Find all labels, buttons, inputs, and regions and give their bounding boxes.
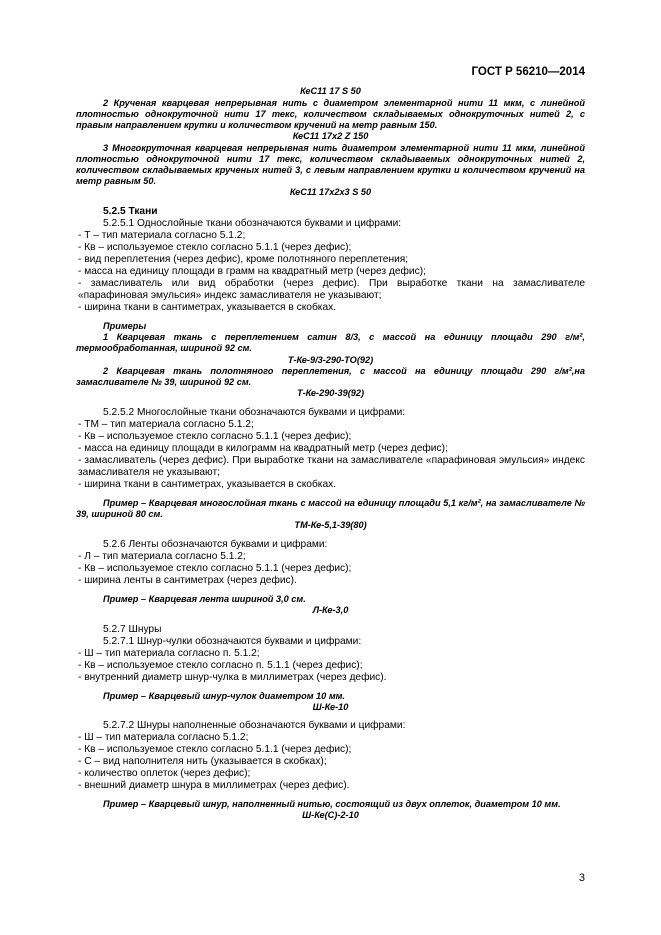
example-heading: Пример – Кварцевый шнур, наполненный нитью, состоящий из двух оплеток, диаметром 10 мм. — [103, 799, 561, 810]
list-item: - ширина ленты в сантиметрах (через дефис). — [78, 574, 297, 586]
designation-code: ТМ-Ке-5,1-39(80) — [294, 520, 367, 531]
list-item: - количество оплеток (через дефис); — [78, 768, 251, 780]
designation-code: Ш-Ке(С)-2-10 — [302, 810, 359, 821]
spacer — [76, 792, 585, 799]
list-item: - замасливатель (через дефис). При выработке ткани на замасливателе «парафиновая эмульсия» индекс замасливателя не указывают; — [78, 454, 585, 478]
list-item: - ширина ткани в сантиметрах, указывается в скобках. — [78, 478, 337, 490]
page-number: 3 — [578, 872, 585, 884]
spacer — [76, 587, 585, 594]
section-heading: 5.2.5 Ткани — [103, 205, 158, 217]
spacer — [76, 314, 585, 321]
example-text: 3 Многокруточная кварцевая непрерывная нить диаметром элементарной нити 11 мкм, линейной плотностью однокруточной нити 17 текс, количеством складываемых однокруточных нитей 2, количеством складываемых крученых нитей 3, с левым направлением крутки и количеством кручений на метр равным 50. — [76, 142, 585, 187]
list-item: - ширина ткани в сантиметрах, указывается в скобках. — [78, 301, 337, 313]
example-text: 1 Кварцевая ткань с переплетением сатин 8/3, с массой на единицу площади 290 г/м², термообработанная, шириной 92 см. — [76, 332, 585, 354]
list-item: - внешний диаметр шнура в миллиметрах (через дефис). — [78, 780, 350, 792]
example-text: 2 Крученая кварцевая непрерывная нить с диаметром элементарной нити 11 мкм, с линейной плотностью однокруточной нити 17 текс, количеством складываемых однокруточных нитей 2, с правым направлением крутки и количеством кручений на метр равным 150. — [76, 97, 585, 130]
designation-code: Л-Ке-3,0 — [312, 605, 349, 616]
list-item: - С – вид наполнителя нить (указывается в скобках); — [78, 756, 327, 768]
list-item: - масса на единицу площади в килограмм на квадратный метр (через дефис); — [78, 442, 448, 454]
paragraph: 5.2.5.1 Однослойные ткани обозначаются буквами и цифрами: — [103, 217, 402, 229]
list-item: - Кв – используемое стекло согласно п. 5.1.1 (через дефис); — [78, 659, 363, 671]
list-item: - Ш – тип материала согласно п. 5.1.2; — [78, 647, 260, 659]
standard-header: ГОСТ Р 56210—2014 — [471, 66, 585, 78]
list-item: - Л – тип материала согласно 5.1.2; — [78, 550, 246, 562]
designation-code: Ш-Ке-10 — [312, 701, 349, 712]
paragraph: 5.2.6 Ленты обозначаются буквами и цифрами: — [103, 538, 328, 550]
designation-code: КеС11 17 S 50 — [300, 86, 361, 96]
list-item: - вид переплетения (через дефис), кроме полотняного переплетения; — [78, 253, 409, 265]
paragraph: 5.2.7.2 Шнуры наполненные обозначаются буквами и цифрами: — [103, 720, 406, 732]
spacer — [76, 532, 585, 539]
designation-code: Т-Ке-290-39(92) — [296, 388, 365, 399]
spacer — [76, 491, 585, 498]
list-item: - внутренний диаметр шнур-чулка в миллиметрах (через дефис). — [78, 671, 387, 683]
spacer — [76, 199, 585, 206]
spacer — [76, 684, 585, 691]
paragraph: 5.2.5.2 Многослойные ткани обозначаются буквами и цифрами: — [103, 406, 406, 418]
list-item: - Ш – тип материала согласно 5.1.2; — [78, 732, 249, 744]
designation-code: КеС11 17х2х3 S 50 — [289, 187, 372, 198]
spacer — [76, 400, 585, 407]
designation-code: Т-Ке-9/3-290-ТО(92) — [287, 354, 374, 365]
example-text: Пример – Кварцевая многослойная ткань с массой на единицу площади 5,1 кг/м², на замасливателе № 39, шириной 80 см. — [76, 497, 585, 520]
list-item: - масса на единицу площади в грамм на квадратный метр (через дефис); — [78, 265, 426, 277]
list-item: - Кв – используемое стекло согласно 5.1.1 (через дефис); — [78, 430, 352, 442]
example-heading: Примеры — [103, 320, 147, 331]
list-item: - ТМ – тип материала согласно 5.1.2; — [78, 418, 254, 430]
example-heading: Пример – Кварцевая лента шириной 3,0 см. — [103, 593, 306, 604]
spacer — [76, 617, 585, 624]
list-item: - Т – тип материала согласно 5.1.2; — [78, 229, 246, 241]
list-item: - Кв – используемое стекло согласно 5.1.1 (через дефис); — [78, 744, 352, 756]
list-item: - Кв – используемое стекло согласно 5.1.1 (через дефис); — [78, 562, 352, 574]
document-body — [76, 86, 585, 822]
example-heading: Пример – Кварцевый шнур-чулок диаметром 10 мм. — [103, 690, 345, 701]
example-text: 2 Кварцевая ткань полотняного переплетения, с массой на единицу площади 290 г/м²,на замасливателе № 39, шириной 92 см. — [76, 366, 585, 388]
list-item: - Кв – используемое стекло согласно 5.1.1 (через дефис); — [78, 241, 352, 253]
designation-code: КеС11 17х2 Z 150 — [292, 131, 369, 142]
paragraph: 5.2.7 Шнуры — [103, 623, 162, 635]
list-item: - замасливатель или вид обработки (через дефис). При выработке ткани на замасливателе «парафиновая эмульсия» индекс замасливателя не указывают; — [78, 277, 585, 301]
paragraph: 5.2.7.1 Шнур-чулки обозначаются буквами и цифрами: — [103, 635, 362, 647]
